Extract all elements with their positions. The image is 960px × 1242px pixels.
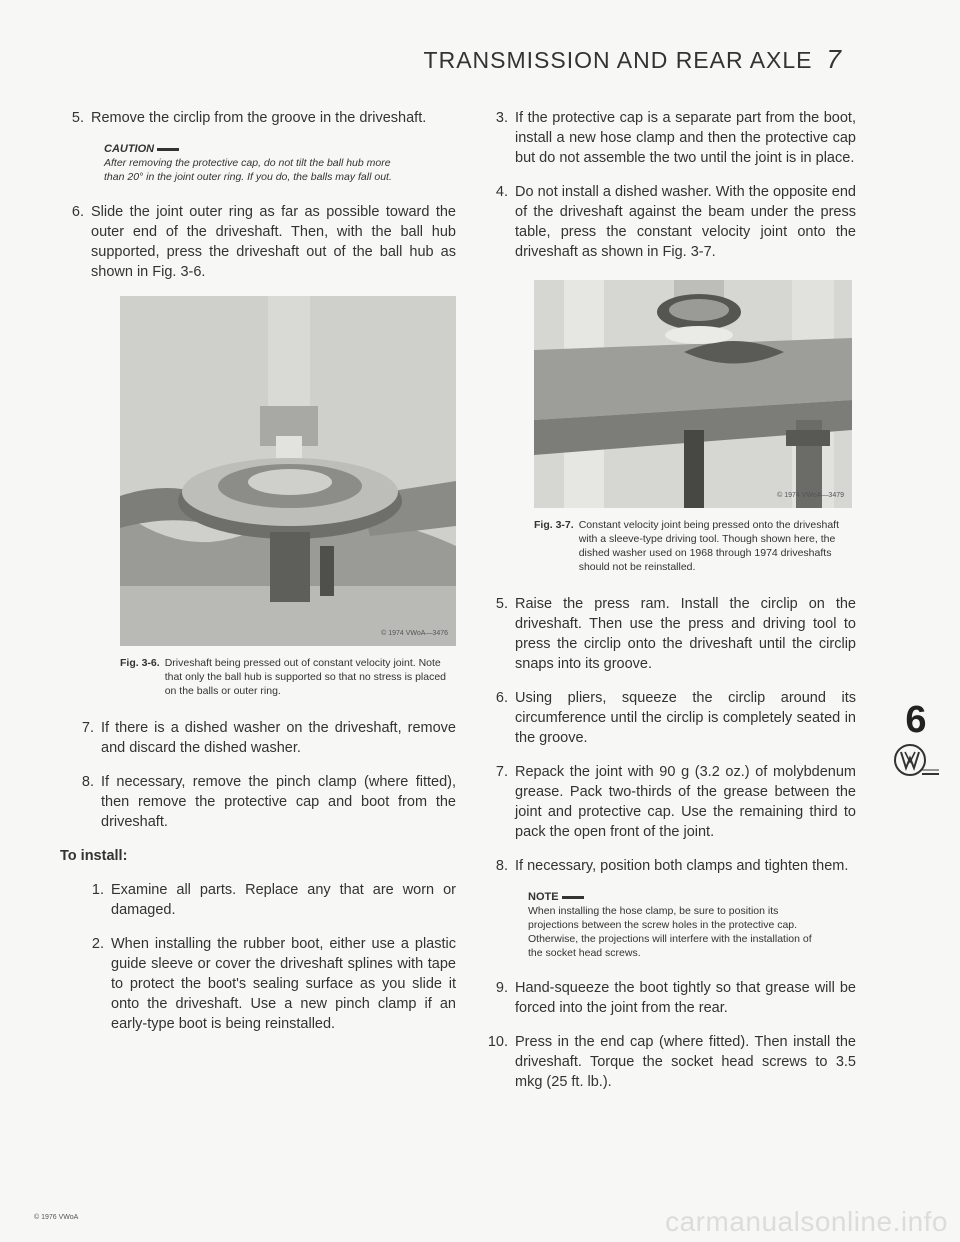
step-text: Remove the circlip from the groove in the driveshaft. <box>91 110 427 126</box>
note-text: When installing the hose clamp, be sure to position its projections between the screw holes in the protective cap. Otherwise, the projections will interfere with the installation of the socket head screws. <box>528 905 812 959</box>
step-text: Raise the press ram. Install the circlip on the driveshaft. Then use the press and driving tool to press the circlip onto the driveshaft until the circlip snaps into its groove. <box>515 596 856 672</box>
figure-3-6-copyright: © 1974 VWoA—3476 <box>381 630 448 637</box>
press-joint-illustration <box>120 296 456 646</box>
step-number: 9. <box>495 980 508 996</box>
caption-text: Constant velocity joint being pressed onto the driveshaft with a sleeve-type driving tool. Though shown here, the dished washer used on 1968 through 1974 driveshafts should not be reinstalled. <box>578 519 840 573</box>
step-number: 7. <box>495 764 508 780</box>
note-box <box>528 890 828 960</box>
step-number: 6. <box>71 204 84 220</box>
step-number: 4. <box>495 184 508 200</box>
removal-step-8 <box>70 772 456 832</box>
press-table-illustration <box>534 280 852 508</box>
install-step-8 <box>484 856 856 876</box>
section-tab <box>892 700 940 785</box>
caution-label: CAUTION <box>104 143 179 155</box>
removal-step-6 <box>60 202 456 282</box>
step-number: 7. <box>81 720 94 736</box>
install-step-3 <box>484 108 856 168</box>
step-number: 2. <box>91 936 104 952</box>
step-text: Do not install a dished washer. With the opposite end of the driveshaft against the beam under the press table, press the constant velocity joint onto the driveshaft as shown in Fig. 3-7. <box>515 184 856 260</box>
vw-logo-icon <box>892 740 940 780</box>
figure-3-7-caption <box>534 518 856 574</box>
footer-copyright: © 1976 VWoA <box>34 1214 79 1221</box>
step-number: 1. <box>91 882 104 898</box>
step-text: Slide the joint outer ring as far as possible toward the outer end of the driveshaft. Then, with the ball hub supported, press the driveshaft out of the ball hub as shown in Fig. 3-6. <box>91 204 456 280</box>
step-number: 6. <box>495 690 508 706</box>
step-text: If necessary, remove the pinch clamp (where fitted), then remove the protective cap and boot from the driveshaft. <box>101 774 456 830</box>
install-heading: To install: <box>60 848 128 864</box>
removal-step-7 <box>70 718 456 758</box>
watermark: carmanualsonline.info <box>665 1206 948 1237</box>
install-step-5 <box>484 594 856 674</box>
step-text: Press in the end cap (where fitted). Then install the driveshaft. Torque the socket head screws to 3.5 mkg (25 ft. lb.). <box>515 1034 856 1090</box>
install-step-9 <box>484 978 856 1018</box>
step-number: 8. <box>81 774 94 790</box>
install-step-7 <box>484 762 856 842</box>
step-text: When installing the rubber boot, either use a plastic guide sleeve or cover the driveshaft splines with tape to protect the boot's sealing surface as you slide it onto the driveshaft. Use a new pinch clamp if an early-type boot is being reinstalled. <box>111 936 456 1032</box>
left-column <box>60 108 456 1048</box>
chapter-title: TRANSMISSION AND REAR AXLE <box>423 47 813 73</box>
install-step-2 <box>80 934 456 1034</box>
step-number: 5. <box>71 110 84 126</box>
step-text: Using pliers, squeeze the circlip around its circumference until the circlip is completely seated in the groove. <box>515 690 856 746</box>
install-step-1 <box>80 880 456 920</box>
step-text: If the protective cap is a separate part from the boot, install a new hose clamp and then the protective cap but do not assemble the two until the joint is in place. <box>515 110 856 166</box>
step-text: If necessary, position both clamps and tighten them. <box>515 858 849 874</box>
figure-3-6-caption <box>120 656 456 698</box>
note-label: NOTE <box>528 891 584 903</box>
figure-3-6-photo <box>120 296 456 646</box>
figure-label: Fig. 3-6. <box>120 657 160 669</box>
figure-3-7-copyright: © 1974 VWoA—3479 <box>777 492 844 499</box>
figure-3-7-photo <box>534 280 852 508</box>
caution-text: After removing the protective cap, do not tilt the ball hub more than 20° in the joint outer ring. If you do, the balls may fall out. <box>104 157 392 183</box>
page-header <box>424 44 842 75</box>
install-step-6 <box>484 688 856 748</box>
right-column <box>484 108 856 1106</box>
page-number: 7 <box>826 44 842 74</box>
step-text: Hand-squeeze the boot tightly so that grease will be forced into the joint from the rear. <box>515 980 856 1016</box>
section-tab-number: 6 <box>905 699 927 741</box>
install-step-10 <box>484 1032 856 1092</box>
step-number: 3. <box>495 110 508 126</box>
step-text: Examine all parts. Replace any that are worn or damaged. <box>111 882 456 918</box>
removal-step-5 <box>60 108 456 128</box>
step-text: Repack the joint with 90 g (3.2 oz.) of molybdenum grease. Pack two-thirds of the grease between the joint and protective cap. Use the remaining third to pack the open front of the joint. <box>515 764 856 840</box>
figure-label: Fig. 3-7. <box>534 519 574 531</box>
step-number: 8. <box>495 858 508 874</box>
step-number: 5. <box>495 596 508 612</box>
step-text: If there is a dished washer on the driveshaft, remove and discard the dished washer. <box>101 720 456 756</box>
install-step-4 <box>484 182 856 262</box>
caution-box <box>104 142 394 184</box>
step-number: 10. <box>487 1034 508 1050</box>
caption-text: Driveshaft being pressed out of constant velocity joint. Note that only the ball hub is supported so that no stress is placed on the balls or outer ring. <box>164 657 447 697</box>
